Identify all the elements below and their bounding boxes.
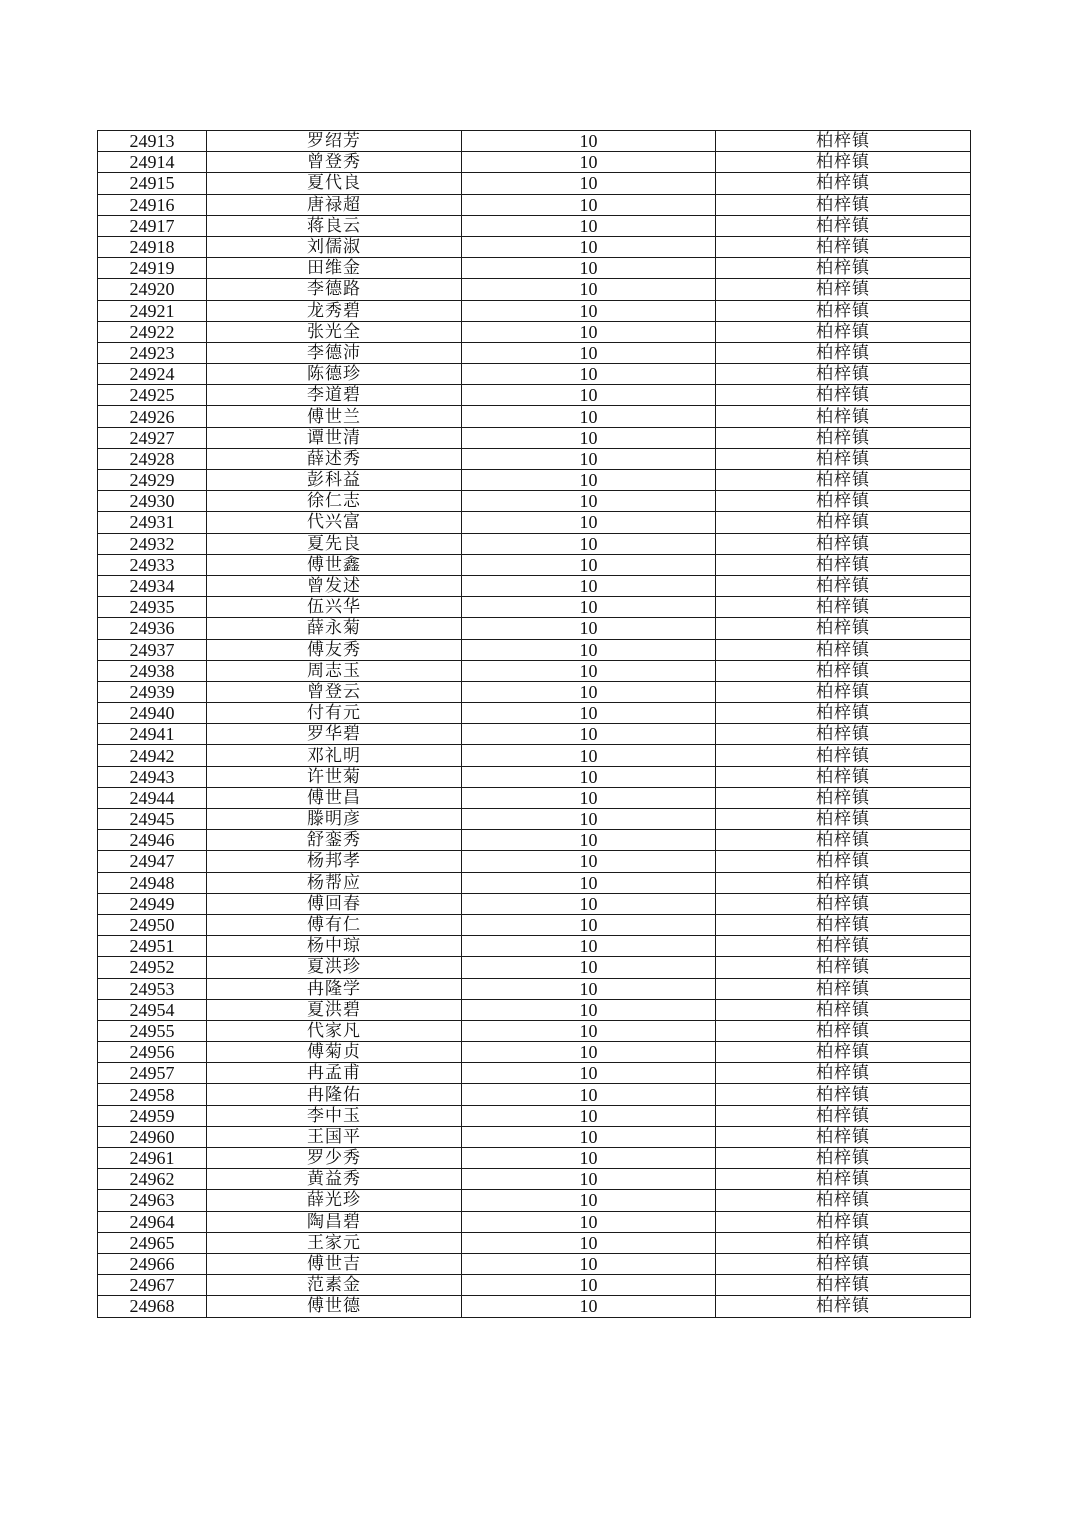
table-row [98,448,971,469]
table-row [98,809,971,830]
amount-cell: 10 [462,787,716,808]
row-id-cell: 24932 [98,533,207,554]
table-row [98,1169,971,1190]
amount-cell: 10 [462,893,716,914]
name-cell: 付有元 [207,703,462,724]
amount-cell: 10 [462,258,716,279]
town-cell: 柏梓镇 [716,427,971,448]
amount-cell: 10 [462,342,716,363]
row-id-cell: 24956 [98,1042,207,1063]
amount-cell: 10 [462,364,716,385]
name-cell: 夏洪珍 [207,957,462,978]
amount-cell: 10 [462,1232,716,1253]
table-row [98,342,971,363]
table-row [98,957,971,978]
row-id-cell: 24923 [98,342,207,363]
table-row [98,1296,971,1317]
row-id-cell: 24963 [98,1190,207,1211]
row-id-cell: 24930 [98,491,207,512]
town-cell: 柏梓镇 [716,787,971,808]
name-cell: 李中玉 [207,1105,462,1126]
amount-cell: 10 [462,957,716,978]
amount-cell: 10 [462,470,716,491]
town-cell: 柏梓镇 [716,321,971,342]
town-cell: 柏梓镇 [716,279,971,300]
town-cell: 柏梓镇 [716,872,971,893]
amount-cell: 10 [462,131,716,152]
town-cell: 柏梓镇 [716,173,971,194]
town-cell: 柏梓镇 [716,512,971,533]
row-id-cell: 24948 [98,872,207,893]
town-cell: 柏梓镇 [716,1211,971,1232]
amount-cell: 10 [462,1211,716,1232]
town-cell: 柏梓镇 [716,745,971,766]
row-id-cell: 24945 [98,809,207,830]
name-cell: 罗绍芳 [207,131,462,152]
name-cell: 傅回春 [207,893,462,914]
table-row [98,999,971,1020]
table-row [98,1253,971,1274]
name-cell: 彭科益 [207,470,462,491]
town-cell: 柏梓镇 [716,681,971,702]
name-cell: 邓礼明 [207,745,462,766]
amount-cell: 10 [462,1296,716,1317]
row-id-cell: 24949 [98,893,207,914]
name-cell: 曾登秀 [207,152,462,173]
table-row [98,1063,971,1084]
town-cell: 柏梓镇 [716,1296,971,1317]
name-cell: 杨邦孝 [207,851,462,872]
table-row [98,1042,971,1063]
town-cell: 柏梓镇 [716,639,971,660]
town-cell: 柏梓镇 [716,597,971,618]
name-cell: 陶昌碧 [207,1211,462,1232]
amount-cell: 10 [462,936,716,957]
table-row [98,681,971,702]
town-cell: 柏梓镇 [716,258,971,279]
name-cell: 傅世鑫 [207,554,462,575]
row-id-cell: 24925 [98,385,207,406]
amount-cell: 10 [462,724,716,745]
name-cell: 傅菊贞 [207,1042,462,1063]
town-cell: 柏梓镇 [716,1042,971,1063]
name-cell: 伍兴华 [207,597,462,618]
amount-cell: 10 [462,406,716,427]
name-cell: 傅世兰 [207,406,462,427]
amount-cell: 10 [462,1190,716,1211]
name-cell: 黄益秀 [207,1169,462,1190]
row-id-cell: 24944 [98,787,207,808]
row-id-cell: 24955 [98,1020,207,1041]
town-cell: 柏梓镇 [716,703,971,724]
amount-cell: 10 [462,660,716,681]
table-row [98,321,971,342]
table-body [98,131,971,1318]
town-cell: 柏梓镇 [716,194,971,215]
row-id-cell: 24946 [98,830,207,851]
row-id-cell: 24928 [98,448,207,469]
row-id-cell: 24929 [98,470,207,491]
row-id-cell: 24916 [98,194,207,215]
row-id-cell: 24951 [98,936,207,957]
name-cell: 陈德珍 [207,364,462,385]
amount-cell: 10 [462,1105,716,1126]
name-cell: 杨中琼 [207,936,462,957]
table-row [98,258,971,279]
row-id-cell: 24954 [98,999,207,1020]
amount-cell: 10 [462,872,716,893]
town-cell: 柏梓镇 [716,406,971,427]
row-id-cell: 24914 [98,152,207,173]
amount-cell: 10 [462,639,716,660]
amount-cell: 10 [462,152,716,173]
row-id-cell: 24941 [98,724,207,745]
table-row [98,1126,971,1147]
amount-cell: 10 [462,830,716,851]
row-id-cell: 24931 [98,512,207,533]
row-id-cell: 24959 [98,1105,207,1126]
name-cell: 冉孟甫 [207,1063,462,1084]
table-row [98,936,971,957]
table-row [98,1105,971,1126]
name-cell: 李德路 [207,279,462,300]
table-row [98,533,971,554]
table-row [98,766,971,787]
row-id-cell: 24939 [98,681,207,702]
table-row [98,131,971,152]
table-row [98,893,971,914]
name-cell: 李道碧 [207,385,462,406]
town-cell: 柏梓镇 [716,364,971,385]
name-cell: 曾登云 [207,681,462,702]
table-row [98,597,971,618]
amount-cell: 10 [462,385,716,406]
row-id-cell: 24964 [98,1211,207,1232]
name-cell: 徐仁志 [207,491,462,512]
table-row [98,554,971,575]
row-id-cell: 24915 [98,173,207,194]
amount-cell: 10 [462,427,716,448]
amount-cell: 10 [462,681,716,702]
row-id-cell: 24965 [98,1232,207,1253]
town-cell: 柏梓镇 [716,470,971,491]
town-cell: 柏梓镇 [716,131,971,152]
row-id-cell: 24947 [98,851,207,872]
amount-cell: 10 [462,533,716,554]
table-row [98,279,971,300]
town-cell: 柏梓镇 [716,999,971,1020]
row-id-cell: 24950 [98,914,207,935]
name-cell: 冉隆学 [207,978,462,999]
amount-cell: 10 [462,321,716,342]
name-cell: 王家元 [207,1232,462,1253]
amount-cell: 10 [462,1169,716,1190]
town-cell: 柏梓镇 [716,1232,971,1253]
name-cell: 罗华碧 [207,724,462,745]
amount-cell: 10 [462,1148,716,1169]
amount-cell: 10 [462,1084,716,1105]
amount-cell: 10 [462,766,716,787]
town-cell: 柏梓镇 [716,978,971,999]
name-cell: 傅世吉 [207,1253,462,1274]
table-row [98,152,971,173]
name-cell: 代兴富 [207,512,462,533]
town-cell: 柏梓镇 [716,300,971,321]
row-id-cell: 24919 [98,258,207,279]
name-cell: 夏先良 [207,533,462,554]
table-row [98,406,971,427]
town-cell: 柏梓镇 [716,1253,971,1274]
name-cell: 龙秀碧 [207,300,462,321]
name-cell: 傅有仁 [207,914,462,935]
town-cell: 柏梓镇 [716,1275,971,1296]
town-cell: 柏梓镇 [716,385,971,406]
table-row [98,427,971,448]
amount-cell: 10 [462,512,716,533]
name-cell: 唐禄超 [207,194,462,215]
row-id-cell: 24913 [98,131,207,152]
amount-cell: 10 [462,194,716,215]
name-cell: 罗少秀 [207,1148,462,1169]
row-id-cell: 24918 [98,236,207,257]
amount-cell: 10 [462,448,716,469]
town-cell: 柏梓镇 [716,1084,971,1105]
table-row [98,364,971,385]
row-id-cell: 24940 [98,703,207,724]
row-id-cell: 24968 [98,1296,207,1317]
name-cell: 谭世清 [207,427,462,448]
amount-cell: 10 [462,215,716,236]
name-cell: 周志玉 [207,660,462,681]
town-cell: 柏梓镇 [716,914,971,935]
town-cell: 柏梓镇 [716,215,971,236]
name-cell: 曾发述 [207,575,462,596]
town-cell: 柏梓镇 [716,342,971,363]
amount-cell: 10 [462,1020,716,1041]
row-id-cell: 24961 [98,1148,207,1169]
amount-cell: 10 [462,1275,716,1296]
data-table [97,130,971,1318]
row-id-cell: 24943 [98,766,207,787]
amount-cell: 10 [462,575,716,596]
town-cell: 柏梓镇 [716,1148,971,1169]
row-id-cell: 24935 [98,597,207,618]
town-cell: 柏梓镇 [716,533,971,554]
town-cell: 柏梓镇 [716,554,971,575]
table-row [98,639,971,660]
town-cell: 柏梓镇 [716,575,971,596]
name-cell: 夏代良 [207,173,462,194]
town-cell: 柏梓镇 [716,1063,971,1084]
amount-cell: 10 [462,300,716,321]
row-id-cell: 24958 [98,1084,207,1105]
table-row [98,300,971,321]
name-cell: 滕明彦 [207,809,462,830]
amount-cell: 10 [462,279,716,300]
row-id-cell: 24933 [98,554,207,575]
amount-cell: 10 [462,1126,716,1147]
amount-cell: 10 [462,809,716,830]
amount-cell: 10 [462,703,716,724]
amount-cell: 10 [462,1253,716,1274]
town-cell: 柏梓镇 [716,724,971,745]
row-id-cell: 24962 [98,1169,207,1190]
table-row [98,194,971,215]
table-row [98,470,971,491]
row-id-cell: 24927 [98,427,207,448]
table-row [98,745,971,766]
table-row [98,1148,971,1169]
name-cell: 冉隆佑 [207,1084,462,1105]
table-row [98,385,971,406]
row-id-cell: 24966 [98,1253,207,1274]
row-id-cell: 24926 [98,406,207,427]
amount-cell: 10 [462,999,716,1020]
amount-cell: 10 [462,173,716,194]
town-cell: 柏梓镇 [716,766,971,787]
town-cell: 柏梓镇 [716,1105,971,1126]
row-id-cell: 24924 [98,364,207,385]
row-id-cell: 24967 [98,1275,207,1296]
amount-cell: 10 [462,554,716,575]
table-row [98,1190,971,1211]
town-cell: 柏梓镇 [716,448,971,469]
row-id-cell: 24934 [98,575,207,596]
town-cell: 柏梓镇 [716,936,971,957]
row-id-cell: 24922 [98,321,207,342]
row-id-cell: 24937 [98,639,207,660]
row-id-cell: 24920 [98,279,207,300]
town-cell: 柏梓镇 [716,152,971,173]
town-cell: 柏梓镇 [716,1190,971,1211]
name-cell: 张光全 [207,321,462,342]
table-row [98,1232,971,1253]
table-row [98,1211,971,1232]
name-cell: 李德沛 [207,342,462,363]
town-cell: 柏梓镇 [716,660,971,681]
row-id-cell: 24917 [98,215,207,236]
table-row [98,872,971,893]
town-cell: 柏梓镇 [716,893,971,914]
name-cell: 范素金 [207,1275,462,1296]
name-cell: 王国平 [207,1126,462,1147]
name-cell: 田维金 [207,258,462,279]
row-id-cell: 24952 [98,957,207,978]
amount-cell: 10 [462,236,716,257]
town-cell: 柏梓镇 [716,236,971,257]
row-id-cell: 24938 [98,660,207,681]
table-row [98,173,971,194]
table-row [98,491,971,512]
table-row [98,1275,971,1296]
name-cell: 舒銮秀 [207,830,462,851]
town-cell: 柏梓镇 [716,618,971,639]
table-row [98,618,971,639]
town-cell: 柏梓镇 [716,1169,971,1190]
row-id-cell: 24921 [98,300,207,321]
town-cell: 柏梓镇 [716,1126,971,1147]
table-row [98,703,971,724]
name-cell: 傅世昌 [207,787,462,808]
town-cell: 柏梓镇 [716,957,971,978]
name-cell: 蒋良云 [207,215,462,236]
row-id-cell: 24936 [98,618,207,639]
table-row [98,1084,971,1105]
row-id-cell: 24960 [98,1126,207,1147]
name-cell: 刘儒淑 [207,236,462,257]
table-row [98,1020,971,1041]
amount-cell: 10 [462,851,716,872]
table-row [98,787,971,808]
amount-cell: 10 [462,491,716,512]
name-cell: 薛永菊 [207,618,462,639]
table-row [98,575,971,596]
town-cell: 柏梓镇 [716,830,971,851]
name-cell: 傅友秀 [207,639,462,660]
name-cell: 许世菊 [207,766,462,787]
amount-cell: 10 [462,1042,716,1063]
town-cell: 柏梓镇 [716,1020,971,1041]
name-cell: 代家凡 [207,1020,462,1041]
amount-cell: 10 [462,745,716,766]
table-row [98,830,971,851]
amount-cell: 10 [462,597,716,618]
name-cell: 薛述秀 [207,448,462,469]
town-cell: 柏梓镇 [716,851,971,872]
table-row [98,851,971,872]
amount-cell: 10 [462,978,716,999]
table-row [98,512,971,533]
row-id-cell: 24953 [98,978,207,999]
amount-cell: 10 [462,618,716,639]
town-cell: 柏梓镇 [716,491,971,512]
name-cell: 夏洪碧 [207,999,462,1020]
name-cell: 杨帮应 [207,872,462,893]
table-row [98,215,971,236]
town-cell: 柏梓镇 [716,809,971,830]
table-row [98,660,971,681]
table-row [98,914,971,935]
table-row [98,236,971,257]
amount-cell: 10 [462,914,716,935]
table-row [98,724,971,745]
amount-cell: 10 [462,1063,716,1084]
name-cell: 薛光珍 [207,1190,462,1211]
name-cell: 傅世德 [207,1296,462,1317]
row-id-cell: 24957 [98,1063,207,1084]
row-id-cell: 24942 [98,745,207,766]
table-row [98,978,971,999]
